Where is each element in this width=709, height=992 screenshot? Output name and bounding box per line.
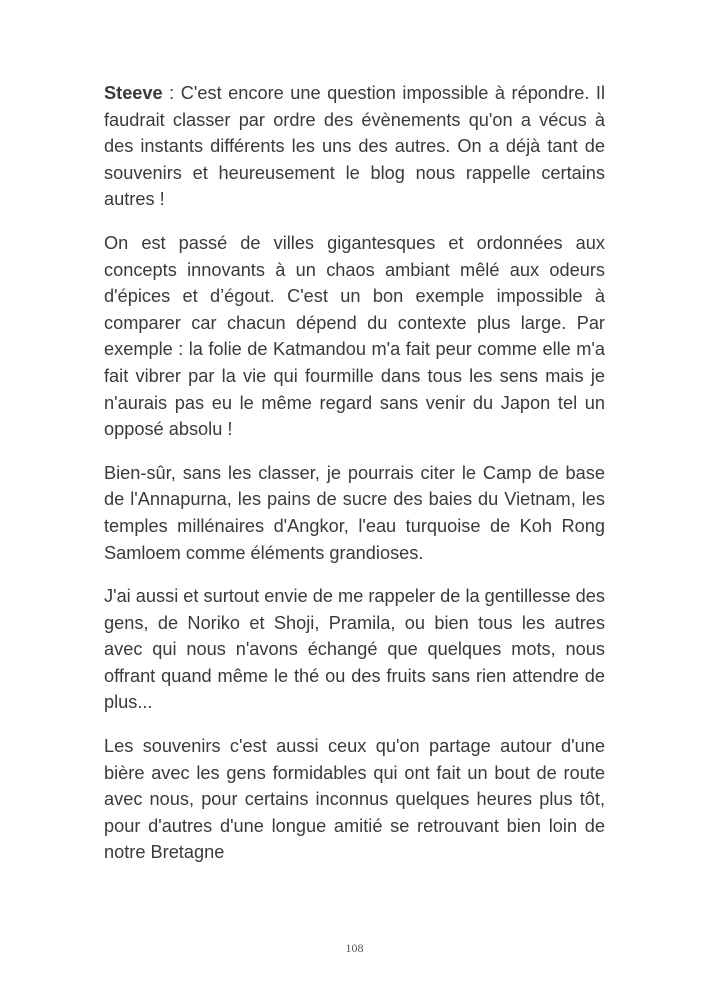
paragraph-4: J'ai aussi et surtout envie de me rappeler de la gentillesse des gens, de Noriko et Shoji, Pramila, ou bien tous les autres avec qui nous n'avons échangé que quelques mots, nous offrant quand même le thé ou des fruits sans rien attendre de plus... (104, 586, 605, 713)
speaker-name: Steeve (104, 83, 163, 103)
page-number: 108 (345, 941, 364, 955)
paragraph-1-text: : C'est encore une question impossible à répondre. Il faudrait classer par ordre des évènements qu'on a vécus à des instants différents les uns des autres. On a déjà tant de souvenirs et heureusement le blog nous rappelle certains autres ! (104, 83, 605, 210)
body-text (104, 80, 605, 883)
paragraph-3: Bien-sûr, sans les classer, je pourrais citer le Camp de base de l'Annapurna, les pains de sucre des baies du Vietnam, les temples millénaires d'Angkor, l'eau turquoise de Koh Rong Samloem comme éléments grandioses. (104, 462, 605, 563)
paragraph-2: On est passé de villes gigantesques et ordonnées aux concepts innovants à un chaos ambiant mêlé aux odeurs d'épices et d’égout. C'est un bon exemple impossible à comparer car chacun dépend du contexte plus large. Par exemple : la folie de Katmandou m'a fait peur comme elle m'a fait vibrer par la vie qui fourmille dans tous les sens mais je n'aurais pas eu le même regard sans venir du Japon tel un opposé absolu ! (104, 232, 605, 440)
paragraph-5: Les souvenirs c'est aussi ceux qu'on partage autour d'une bière avec les gens formidables qui ont fait un bout de route avec nous, pour certains inconnus quelques heures plus tôt, pour d'autres d'une longue amitié se retrouvant bien loin de notre Bretagne (104, 736, 605, 863)
paragraph-1 (104, 80, 605, 213)
